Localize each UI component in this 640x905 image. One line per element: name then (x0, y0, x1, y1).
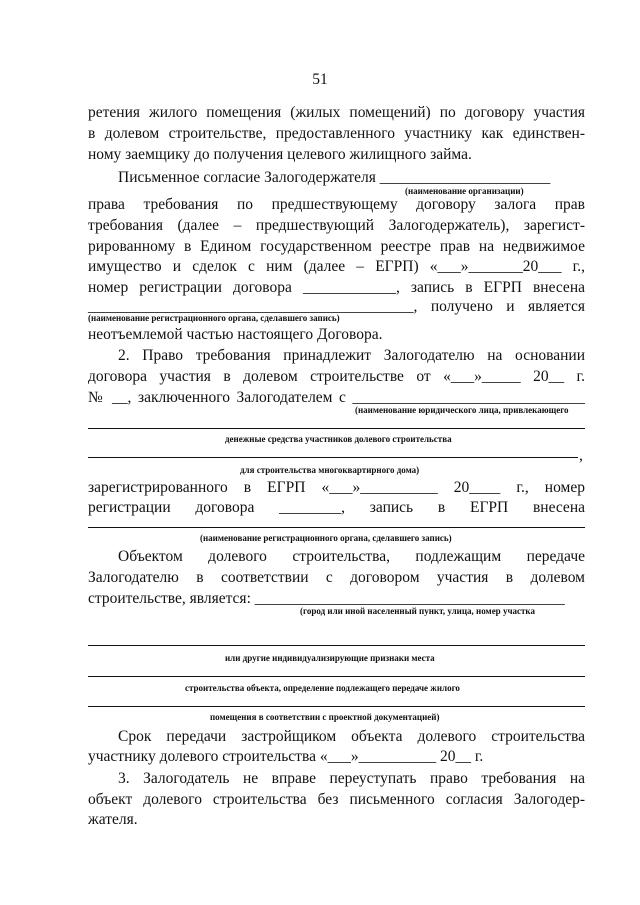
field-caption: (наименование юридического лица, привлекающего (355, 405, 569, 415)
text-line: имущество и сделок с ним (далее – ЕГРП) «___»_______20___ г., (88, 258, 585, 275)
text-line: договора участия в долевом строительстве от «___»_____ 20__ г. (88, 368, 585, 385)
blank-line (88, 676, 585, 677)
blank-line (88, 645, 585, 646)
text-line: ному заемщику до получения целевого жилищного займа. (88, 146, 472, 163)
text-line: требования (далее – предшествующий Залогодержатель), зарегист- (88, 217, 585, 234)
blank-line (88, 457, 578, 458)
text-line: участнику долевого строительства «___»__________ 20__ г. (88, 748, 484, 765)
field-caption: строительства объекта, определение подлежащего передаче жилого (185, 683, 460, 693)
page-number: 51 (312, 71, 328, 88)
blank-line (88, 706, 585, 707)
blank-line (88, 527, 585, 528)
field-caption: для строительства многоквартирного дома) (240, 465, 420, 475)
field-caption: денежные средства участников долевого строительства (225, 434, 452, 444)
text-line: регистрации договора ________, запись в ЕГРП внесена (88, 499, 585, 516)
text-line: Срок передачи застройщиком объекта долевого строительства (118, 728, 585, 745)
text-line: номер регистрации договора ____________, запись в ЕГРП внесена (88, 279, 585, 296)
field-caption: помещения в соответствии с проектной документацией) (210, 712, 440, 722)
field-caption: (наименование регистрационного органа, сделавшего запись) (200, 533, 452, 543)
field-caption: (город или иной населенный пункт, улица, номер участка (300, 606, 535, 616)
text-line: Залогодателю в соответствии с договором участия в долевом (88, 569, 585, 586)
text-line: зарегистрированного в ЕГРП «___»__________ 20____ г., номер (88, 479, 585, 496)
blank-line (88, 428, 585, 429)
clause-2-line: 2. Право требования принадлежит Залогодателю на основании (118, 347, 585, 364)
text-line: ретения жилого помещения (жилых помещений) по договору участия (88, 104, 585, 121)
field-caption: (наименование регистрационного органа, сделавшего запись) (88, 313, 340, 323)
blank-line-comma: , (579, 447, 583, 464)
field-caption: или другие индивидуализирующие признаки места (225, 653, 435, 663)
text-line: рированному в Едином государственном реестре прав на недвижимое (88, 238, 585, 255)
text-line: Объектом долевого строительства, подлежащим передаче (118, 548, 585, 565)
text-line: неотъемлемой частью настоящего Договора. (88, 326, 383, 343)
text-line: строительстве, является: ________________________________________ (88, 590, 565, 607)
clause-3-line: 3. Залогодатель не вправе переуступать право требования на (118, 770, 585, 787)
text-line: __________________________________________, получено и является (88, 298, 585, 315)
text-line: № __, заключенного Залогодателем с ______________________________ (88, 389, 585, 406)
field-caption: (наименование организации) (405, 186, 524, 196)
text-line: в долевом строительстве, предоставленного участнику как единствен- (88, 125, 585, 142)
text-line: права требования по предшествующему договору залога прав (88, 196, 585, 213)
text-line: объект долевого строительства без письменного согласия Залогодер- (88, 791, 585, 808)
text-line: Письменное согласие Залогодержателя ______________________ (118, 169, 551, 186)
text-line: жателя. (88, 811, 138, 828)
